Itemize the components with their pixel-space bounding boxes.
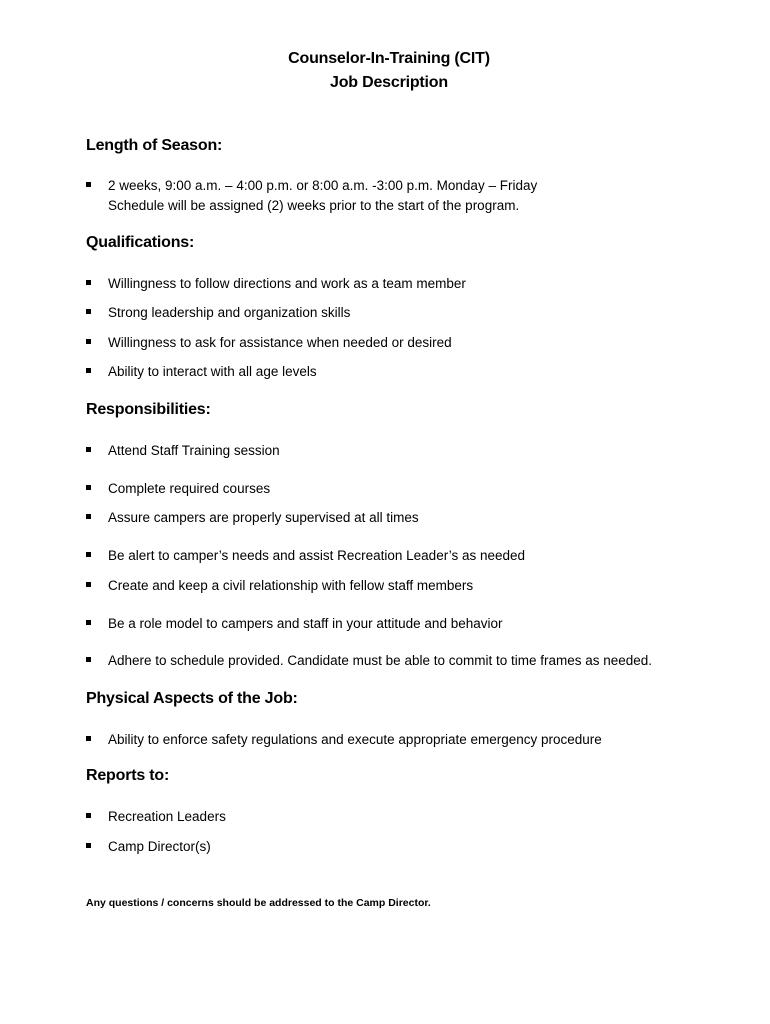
bullet-icon — [86, 657, 91, 662]
bullet-icon — [86, 843, 91, 848]
list-item-text: Create and keep a civil relationship with fellow staff members — [108, 578, 474, 593]
list-item-text: Ability to interact with all age levels — [108, 364, 317, 379]
responsibilities-heading: Responsibilities: — [86, 401, 211, 418]
season-line-1: 2 weeks, 9:00 a.m. – 4:00 p.m. or 8:00 a.m. -3:00 p.m. Monday – Friday — [108, 178, 538, 193]
bullet-icon — [86, 339, 91, 344]
document-title: Counselor-In-Training (CIT) — [288, 50, 490, 67]
bullet-icon — [86, 620, 91, 625]
bullet-icon — [86, 485, 91, 490]
list-item-text: Willingness to follow directions and work as a team member — [108, 276, 466, 291]
list-item-text: Attend Staff Training session — [108, 443, 280, 458]
bullet-icon — [86, 552, 91, 557]
season-line-2: Schedule will be assigned (2) weeks prior to the start of the program. — [108, 198, 520, 213]
list-item-text: Be alert to camper’s needs and assist Recreation Leader’s as needed — [108, 548, 526, 563]
reports-heading: Reports to: — [86, 767, 170, 784]
list-item-text: Recreation Leaders — [108, 809, 226, 824]
bullet-icon — [86, 514, 91, 519]
bullet-icon — [86, 736, 91, 741]
list-item-text: Camp Director(s) — [108, 839, 211, 854]
bullet-icon — [86, 813, 91, 818]
bullet-icon — [86, 368, 91, 373]
list-item-text: Adhere to schedule provided. Candidate must be able to commit to time frames as needed. — [108, 653, 653, 668]
list-item-text: Assure campers are properly supervised at all times — [108, 510, 419, 525]
list-item-text: Ability to enforce safety regulations and execute appropriate emergency procedure — [108, 732, 602, 747]
list-item-text: Strong leadership and organization skills — [108, 305, 351, 320]
list-item-text: Willingness to ask for assistance when needed or desired — [108, 335, 452, 350]
list-item-text: Complete required courses — [108, 481, 271, 496]
bullet-icon — [86, 309, 91, 314]
footer-note: Any questions / concerns should be addressed to the Camp Director. — [86, 897, 431, 909]
season-heading: Length of Season: — [86, 137, 223, 154]
bullet-icon — [86, 182, 91, 187]
bullet-icon — [86, 447, 91, 452]
bullet-icon — [86, 280, 91, 285]
physical-heading: Physical Aspects of the Job: — [86, 690, 298, 707]
bullet-icon — [86, 582, 91, 587]
qualifications-heading: Qualifications: — [86, 234, 195, 251]
document-subtitle: Job Description — [330, 74, 448, 91]
list-item-text: Be a role model to campers and staff in your attitude and behavior — [108, 616, 503, 631]
